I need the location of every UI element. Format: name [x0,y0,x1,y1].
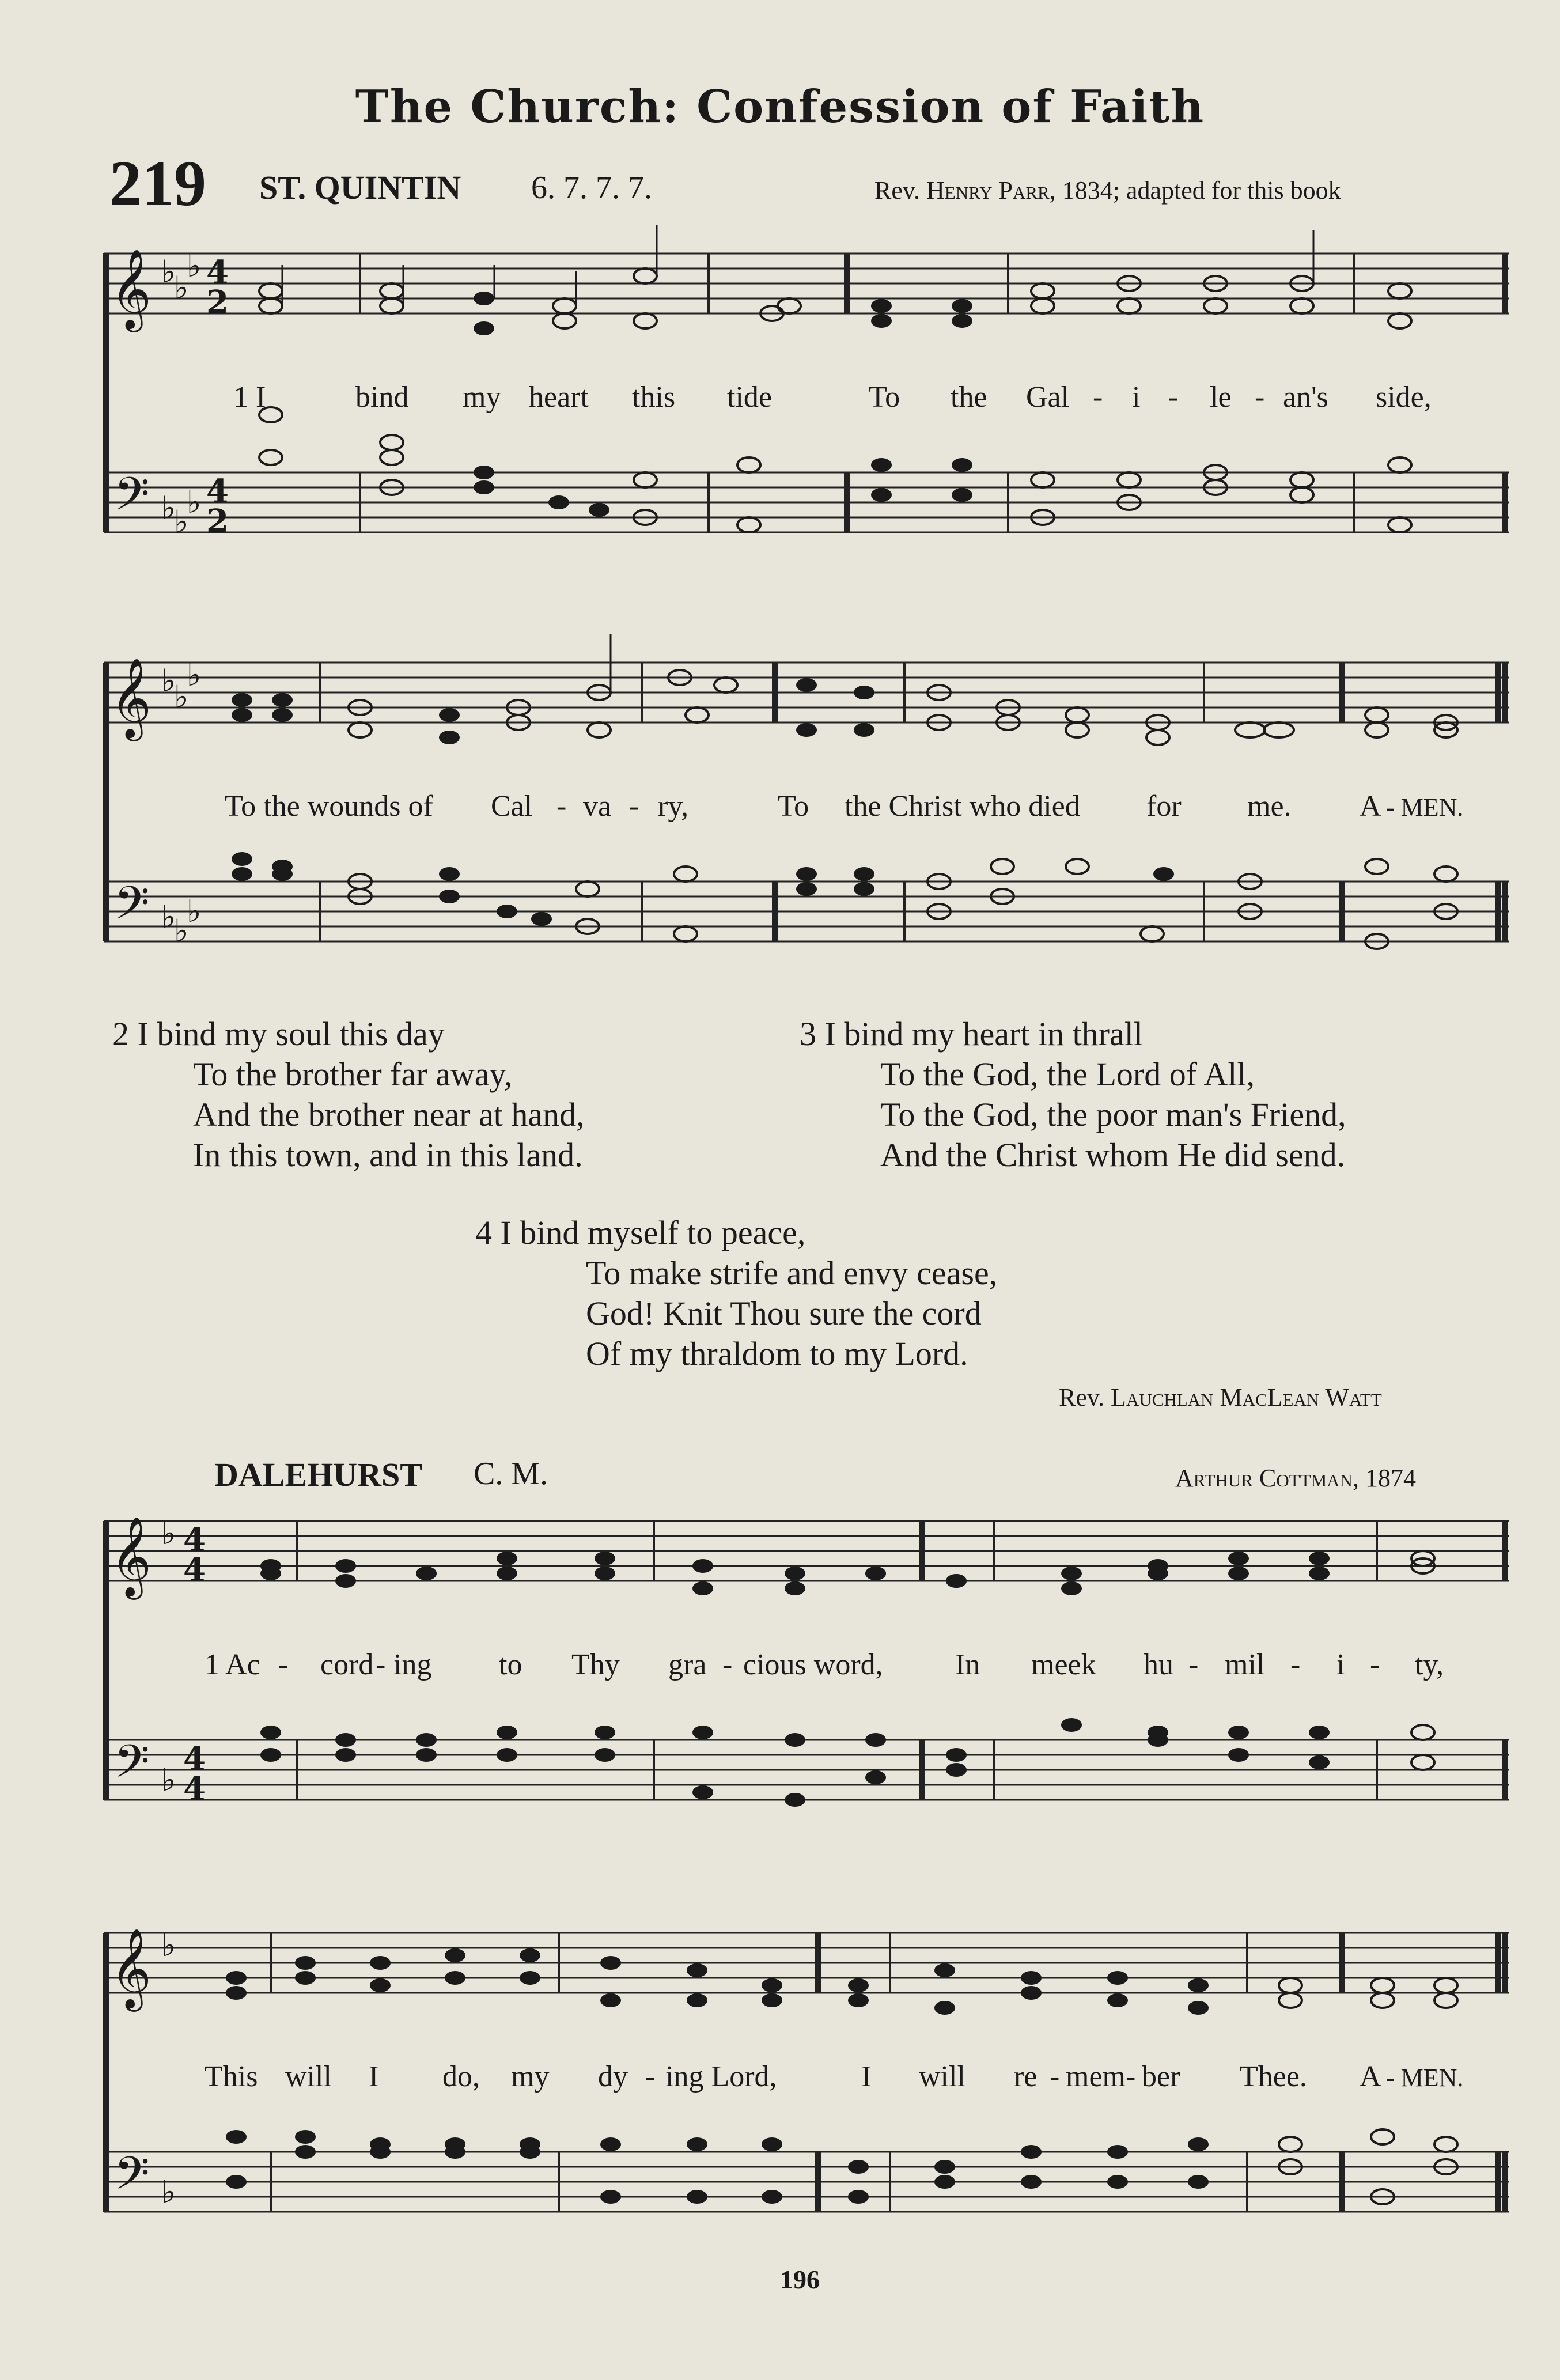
lyric: Cal [491,790,533,823]
lyric: i [1336,1648,1345,1681]
page-number: 196 [780,2265,820,2294]
lyric: In [955,1648,980,1681]
svg-text:♭: ♭ [174,913,189,949]
lyric: cious word, [743,1648,883,1681]
lyric: ber [1142,2060,1180,2093]
lyric: - [645,2060,656,2093]
lyric: A [1360,790,1381,823]
svg-text:♭: ♭ [174,270,189,306]
lyric: To the wounds of [225,790,433,823]
lyric: - [1255,381,1265,414]
svg-text:♭: ♭ [187,484,202,520]
verse-3 [800,1014,1346,1175]
composer-credit [1175,1463,1416,1493]
lyric: do, [442,2060,480,2093]
svg-text:4: 4 [183,1551,206,1589]
svg-text:♭: ♭ [161,663,176,699]
lyric: - [278,1648,289,1681]
lyric: - [1290,1648,1301,1681]
svg-text:4: 4 [206,472,229,510]
lyric: mem [1066,2060,1126,2093]
tune-meter-dalehurst: C. M. [474,1456,548,1492]
lyric: Thy [571,1648,620,1681]
svg-text:4: 4 [183,1770,206,1808]
svg-text:4: 4 [183,1521,206,1559]
verse-line: To the God, the Lord of All, [880,1055,1255,1093]
svg-text:♭: ♭ [174,679,189,715]
lyric: i [1132,381,1141,414]
lyric: ry, [658,790,688,823]
lyric: bind [355,381,409,414]
flat-icon: ♭ [161,253,176,290]
lyric: me. [1247,790,1292,823]
lyric: A [1360,2060,1381,2093]
verse-line: In this town, and in this land. [193,1136,583,1174]
lyric: my [511,2060,550,2093]
svg-text:♭: ♭ [187,657,202,693]
lyric: - [722,1648,733,1681]
lyric: mil [1225,1648,1265,1681]
composer-name: Arthur Cottman [1175,1464,1353,1492]
lyric: ing Lord, [665,2060,777,2093]
verse-line: Of my thraldom to my Lord. [586,1335,968,1372]
credit-prefix: Rev. [874,176,927,205]
verse-line: And the Christ whom He did send. [880,1136,1346,1174]
text-credit [1059,1383,1382,1412]
lyric: gra [668,1648,707,1681]
verse-line: To the brother far away, [193,1055,513,1093]
svg-text:♭: ♭ [161,2174,176,2210]
lyric: I [861,2060,872,2093]
lyric: Thee. [1240,2060,1307,2093]
svg-text:♭: ♭ [161,1515,176,1552]
lyric: the [951,381,987,414]
lyric: this [632,381,676,414]
lyric: will [919,2060,965,2093]
lyric: - MEN. [1386,2064,1464,2092]
verse-4 [475,1213,997,1374]
lyric: re [1014,2060,1038,2093]
svg-text:𝄞: 𝄞 [111,1516,152,1596]
lyric: my [463,381,501,414]
svg-text:𝄞: 𝄞 [111,1928,152,2008]
verse-line: And the brother near at hand, [193,1096,585,1133]
text-credit-prefix: Rev. [1059,1383,1111,1412]
verse-number: 3 [800,1015,816,1053]
svg-text:𝄢: 𝄢 [114,876,150,941]
svg-text:𝄢: 𝄢 [114,1735,150,1799]
lyric: To [778,790,809,823]
verse-number: 2 [112,1015,129,1053]
text-credit-name: Lauchlan MacLean Watt [1111,1383,1382,1412]
credit-suffix: , 1834; adapted for this book [1049,176,1341,205]
svg-text:𝄞: 𝄞 [111,658,152,738]
verse-line: To the God, the poor man's Friend, [880,1096,1346,1133]
lyric: ty, [1415,1648,1444,1681]
svg-text:𝄢: 𝄢 [114,2147,150,2211]
svg-text:2: 2 [206,502,229,540]
verse-line: I bind my heart in thrall [824,1015,1143,1053]
lyric: the Christ who died [845,790,1080,823]
verse-line: I bind my soul this day [137,1015,445,1053]
composer-year: , 1874 [1352,1464,1416,1492]
lyric: heart [529,381,589,414]
lyric: - [1050,2060,1060,2093]
lyric: - [1188,1648,1199,1681]
verse-2 [112,1014,585,1175]
credit-name: Henry Parr [926,176,1050,205]
lyric: for [1146,790,1182,823]
verse-line: I bind myself to peace, [500,1214,806,1251]
lyric: - [556,790,567,823]
lyric: - [629,790,639,823]
lyric: I [369,2060,379,2093]
lyric: le [1210,381,1232,414]
lyric: hu [1144,1648,1173,1681]
verse-number: 4 [475,1214,492,1251]
tune-name: ST. QUINTIN [259,169,461,206]
svg-text:♭: ♭ [174,504,189,540]
svg-text:4: 4 [183,1740,206,1778]
treble-clef-icon: 𝄞 [111,249,152,329]
svg-text:♭: ♭ [161,1762,176,1798]
svg-text:♭: ♭ [161,899,176,935]
verse-line: God! Knit Thou sure the cord [586,1295,982,1332]
lyric: va [583,790,612,823]
lyric: will [285,2060,332,2093]
time-signature-top: 4 [206,253,229,292]
time-signature-bottom: 2 [206,283,229,321]
lyric: - [1126,2060,1136,2093]
lyric: meek [1031,1648,1096,1681]
lyric: ing [393,1648,432,1681]
lyric: - [1093,381,1103,414]
svg-text:♭: ♭ [187,248,202,284]
svg-text:♭: ♭ [161,1927,176,1963]
section-title: The Church: Confession of Faith [355,81,1205,133]
lyric: - [1370,1648,1380,1681]
lyric: to [499,1648,522,1681]
lyric: To [869,381,900,414]
lyric: Gal [1026,381,1070,414]
verse-line: To make strife and envy cease, [586,1254,998,1292]
tune-credit [874,176,1341,205]
tune-meter: 6. 7. 7. 7. [531,170,652,206]
tune-name-dalehurst: DALEHURST [214,1456,422,1493]
svg-text:♭: ♭ [187,893,202,929]
lyric: 1 Ac [205,1648,260,1681]
lyric: This [205,2060,258,2093]
lyric: an's [1283,381,1328,414]
lyric: cord [320,1648,374,1681]
hymn-number: 219 [109,148,206,220]
bass-clef-icon: 𝄢 [114,467,150,532]
lyric: side, [1376,381,1432,414]
lyric: dy [598,2060,628,2093]
svg-text:♭: ♭ [161,490,176,526]
lyric: - [1168,381,1179,414]
lyric: - [376,1648,386,1681]
lyric: tide [727,381,772,414]
lyric: - MEN. [1386,793,1464,822]
lyric: 1 I [233,381,266,414]
